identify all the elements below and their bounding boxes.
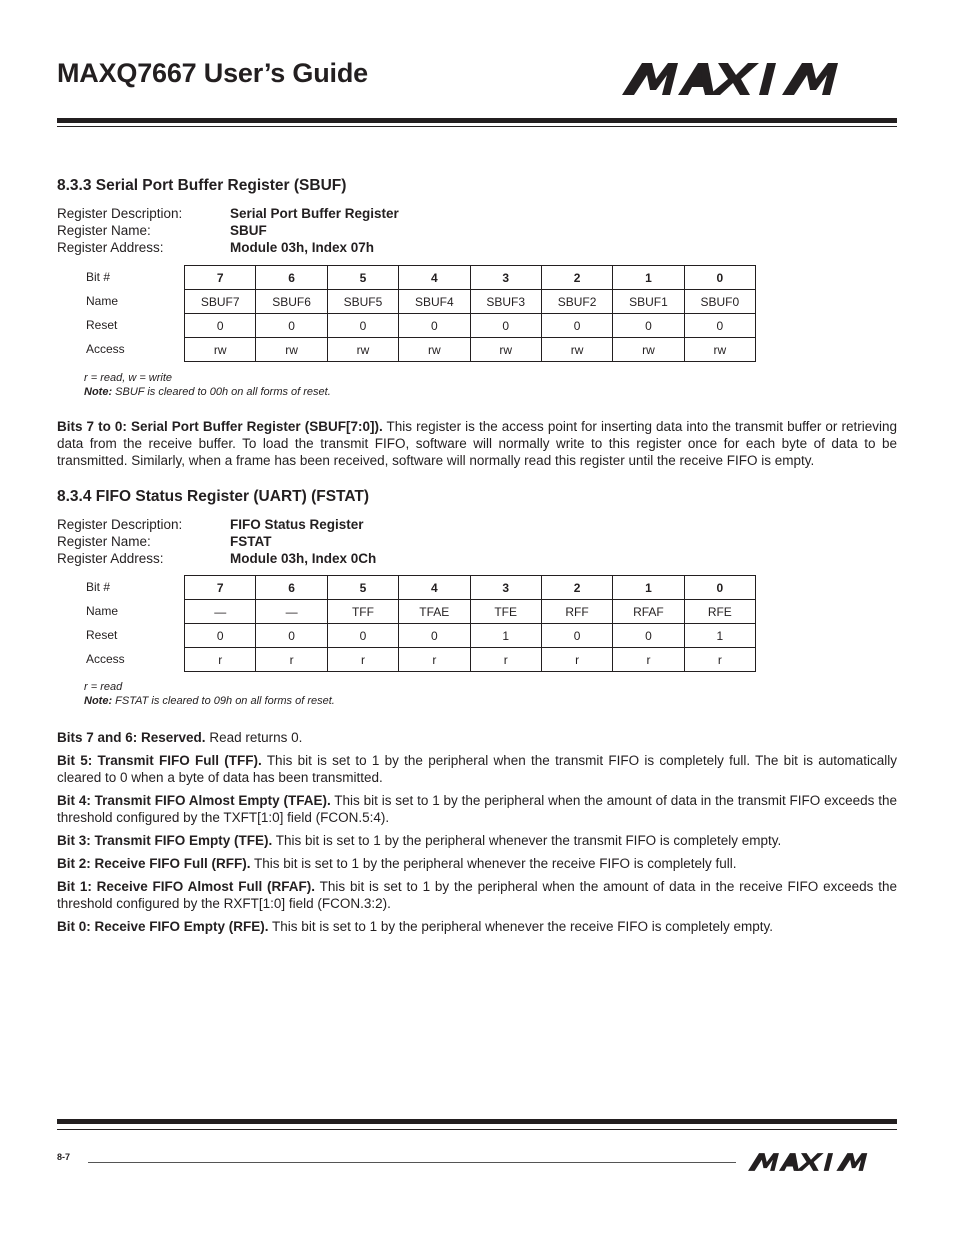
register-description-label: Register Description: bbox=[57, 517, 183, 532]
reset-cell: 0 bbox=[327, 314, 398, 338]
reset-cell: 1 bbox=[684, 624, 755, 648]
access-legend: r = read, w = write bbox=[84, 372, 173, 384]
description-bold: Bit 5: Transmit FIFO Full (TFF). bbox=[57, 753, 262, 768]
row-label-bit: Bit # bbox=[86, 270, 111, 284]
footer-divider bbox=[88, 1162, 736, 1163]
register-name-label: Register Name: bbox=[57, 223, 151, 238]
sbuf-bit-table bbox=[184, 265, 756, 362]
table-row-bits bbox=[185, 266, 756, 290]
maxim-logo bbox=[622, 61, 890, 97]
reset-cell: 0 bbox=[399, 314, 470, 338]
access-cell: r bbox=[684, 648, 755, 672]
bit-cell: 1 bbox=[613, 576, 684, 600]
reset-cell: 1 bbox=[470, 624, 541, 648]
sbuf-legend bbox=[84, 371, 331, 399]
description-bold: Bits 7 and 6: Reserved. bbox=[57, 730, 206, 745]
reset-cell: 0 bbox=[541, 624, 612, 648]
name-cell: SBUF4 bbox=[399, 290, 470, 314]
header-rule-thin bbox=[57, 126, 897, 127]
reset-cell: 0 bbox=[684, 314, 755, 338]
page-title: MAXQ7667 User’s Guide bbox=[57, 58, 368, 88]
name-cell: SBUF0 bbox=[684, 290, 755, 314]
register-address-value: Module 03h, Index 0Ch bbox=[230, 551, 377, 566]
access-cell: rw bbox=[684, 338, 755, 362]
access-cell: rw bbox=[613, 338, 684, 362]
row-label-name: Name bbox=[86, 604, 119, 618]
description-bold: Bit 0: Receive FIFO Empty (RFE). bbox=[57, 919, 269, 934]
bit-cell: 5 bbox=[327, 266, 398, 290]
description-bold: Bits 7 to 0: Serial Port Buffer Register (SBUF[7:0]). bbox=[57, 419, 383, 434]
access-cell: r bbox=[256, 648, 327, 672]
name-cell: RFE bbox=[684, 600, 755, 624]
fstat-section-heading: 8.3.4 FIFO Status Register (UART) (FSTAT) bbox=[57, 488, 370, 505]
note-label: Note: bbox=[84, 386, 113, 398]
description-text: This bit is set to 1 by the peripheral whenever the transmit FIFO is completely empty. bbox=[272, 833, 782, 848]
reset-note bbox=[84, 694, 335, 708]
fstat-bit-description bbox=[57, 792, 897, 826]
name-cell: SBUF3 bbox=[470, 290, 541, 314]
bit-cell: 4 bbox=[399, 266, 470, 290]
access-cell: r bbox=[541, 648, 612, 672]
bit-cell: 0 bbox=[684, 266, 755, 290]
bit-cell: 2 bbox=[541, 576, 612, 600]
name-cell: SBUF5 bbox=[327, 290, 398, 314]
reset-cell: 0 bbox=[185, 624, 256, 648]
bit-cell: 5 bbox=[327, 576, 398, 600]
name-cell: TFF bbox=[327, 600, 398, 624]
access-cell: rw bbox=[185, 338, 256, 362]
row-label-access: Access bbox=[86, 342, 125, 356]
register-address-label: Register Address: bbox=[57, 551, 164, 566]
access-legend: r = read bbox=[84, 681, 123, 693]
reset-cell: 0 bbox=[256, 314, 327, 338]
fstat-bit-description bbox=[57, 832, 897, 849]
table-row-access bbox=[185, 648, 756, 672]
bit-cell: 3 bbox=[470, 576, 541, 600]
description-text: This bit is set to 1 by the peripheral when the amount of data in the transmit FIFO exceeds the threshold configured by the TXFT[1:0] field (FCON.5:4). bbox=[57, 793, 897, 825]
register-address-value: Module 03h, Index 07h bbox=[230, 240, 375, 255]
name-cell: SBUF6 bbox=[256, 290, 327, 314]
reset-cell: 0 bbox=[256, 624, 327, 648]
access-cell: rw bbox=[470, 338, 541, 362]
name-cell: — bbox=[256, 600, 327, 624]
table-row-names bbox=[185, 600, 756, 624]
sbuf-section-heading: 8.3.3 Serial Port Buffer Register (SBUF) bbox=[57, 177, 347, 194]
reset-cell: 0 bbox=[541, 314, 612, 338]
bit-cell: 6 bbox=[256, 576, 327, 600]
maxim-logo bbox=[748, 1152, 896, 1172]
name-cell: RFAF bbox=[613, 600, 684, 624]
register-description-value: Serial Port Buffer Register bbox=[230, 206, 399, 221]
description-text: Read returns 0. bbox=[205, 730, 303, 745]
bit-cell: 2 bbox=[541, 266, 612, 290]
description-text: This bit is set to 1 by the peripheral whenever the receive FIFO is completely full. bbox=[250, 856, 737, 871]
reset-cell: 0 bbox=[399, 624, 470, 648]
description-text: This bit is set to 1 by the peripheral when the transmit FIFO is completely full. The bit is automatically cleared to 0 when a byte of data has been transmitted. bbox=[57, 753, 897, 785]
register-name-value: SBUF bbox=[230, 223, 267, 238]
table-row-access bbox=[185, 338, 756, 362]
note-text: FSTAT is cleared to 09h on all forms of reset. bbox=[112, 695, 335, 707]
fstat-bit-description bbox=[57, 918, 897, 935]
description-text: This register is the access point for inserting data into the transmit buffer or retrieving data from the receive buffer. To load the transmit FIFO, software will normally write to this register once for each byte of data to be transmitted. Similarly, when a frame has been received, software will normally read this register until the receive FIFO is empty. bbox=[57, 419, 897, 468]
access-cell: r bbox=[470, 648, 541, 672]
access-cell: rw bbox=[256, 338, 327, 362]
register-description-label: Register Description: bbox=[57, 206, 183, 221]
description-bold: Bit 3: Transmit FIFO Empty (TFE). bbox=[57, 833, 273, 848]
sbuf-row-labels bbox=[86, 266, 181, 362]
name-cell: SBUF2 bbox=[541, 290, 612, 314]
bit-cell: 1 bbox=[613, 266, 684, 290]
fstat-row-labels bbox=[86, 576, 181, 672]
register-description-value: FIFO Status Register bbox=[230, 517, 364, 532]
bit-cell: 7 bbox=[185, 576, 256, 600]
page-number: 8-7 bbox=[57, 1152, 71, 1162]
header-rule bbox=[57, 118, 897, 123]
name-cell: TFAE bbox=[399, 600, 470, 624]
access-cell: rw bbox=[399, 338, 470, 362]
register-name-value: FSTAT bbox=[230, 534, 272, 549]
name-cell: — bbox=[185, 600, 256, 624]
row-label-reset: Reset bbox=[86, 628, 118, 642]
bit-cell: 3 bbox=[470, 266, 541, 290]
sbuf-description bbox=[57, 418, 897, 469]
fstat-bit-description bbox=[57, 878, 897, 912]
bit-cell: 6 bbox=[256, 266, 327, 290]
name-cell: SBUF7 bbox=[185, 290, 256, 314]
name-cell: SBUF1 bbox=[613, 290, 684, 314]
description-text: This bit is set to 1 by the peripheral whenever the receive FIFO is completely empty. bbox=[268, 919, 774, 934]
access-cell: rw bbox=[541, 338, 612, 362]
table-row-reset bbox=[185, 624, 756, 648]
access-cell: r bbox=[185, 648, 256, 672]
name-cell: RFF bbox=[541, 600, 612, 624]
reset-cell: 0 bbox=[185, 314, 256, 338]
reset-cell: 0 bbox=[470, 314, 541, 338]
name-cell: TFE bbox=[470, 600, 541, 624]
footer-rule-thin bbox=[57, 1129, 897, 1130]
access-cell: r bbox=[399, 648, 470, 672]
bit-cell: 0 bbox=[684, 576, 755, 600]
reset-note bbox=[84, 385, 331, 399]
fstat-bit-description bbox=[57, 752, 897, 786]
fstat-register-info bbox=[57, 516, 376, 567]
row-label-bit: Bit # bbox=[86, 580, 111, 594]
description-bold: Bit 1: Receive FIFO Almost Full (RFAF). bbox=[57, 879, 316, 894]
description-text: This bit is set to 1 by the peripheral when the amount of data in the receive FIFO exceeds the threshold configured by the RXFT[1:0] field (FCON.3:2). bbox=[57, 879, 897, 911]
note-label: Note: bbox=[84, 695, 113, 707]
row-label-name: Name bbox=[86, 294, 119, 308]
access-cell: r bbox=[327, 648, 398, 672]
bit-cell: 4 bbox=[399, 576, 470, 600]
note-text: SBUF is cleared to 00h on all forms of reset. bbox=[112, 386, 331, 398]
fstat-bit-description bbox=[57, 729, 897, 746]
register-address-label: Register Address: bbox=[57, 240, 164, 255]
row-label-access: Access bbox=[86, 652, 125, 666]
table-row-bits bbox=[185, 576, 756, 600]
reset-cell: 0 bbox=[613, 314, 684, 338]
description-bold: Bit 4: Transmit FIFO Almost Empty (TFAE). bbox=[57, 793, 331, 808]
table-row-reset bbox=[185, 314, 756, 338]
reset-cell: 0 bbox=[327, 624, 398, 648]
description-bold: Bit 2: Receive FIFO Full (RFF). bbox=[57, 856, 251, 871]
reset-cell: 0 bbox=[613, 624, 684, 648]
bit-cell: 7 bbox=[185, 266, 256, 290]
fstat-bit-table bbox=[184, 575, 756, 672]
footer-rule bbox=[57, 1119, 897, 1124]
access-cell: r bbox=[613, 648, 684, 672]
table-row-names bbox=[185, 290, 756, 314]
fstat-bit-description bbox=[57, 855, 897, 872]
row-label-reset: Reset bbox=[86, 318, 118, 332]
sbuf-register-info bbox=[57, 205, 399, 256]
access-cell: rw bbox=[327, 338, 398, 362]
register-name-label: Register Name: bbox=[57, 534, 151, 549]
fstat-legend bbox=[84, 680, 335, 708]
